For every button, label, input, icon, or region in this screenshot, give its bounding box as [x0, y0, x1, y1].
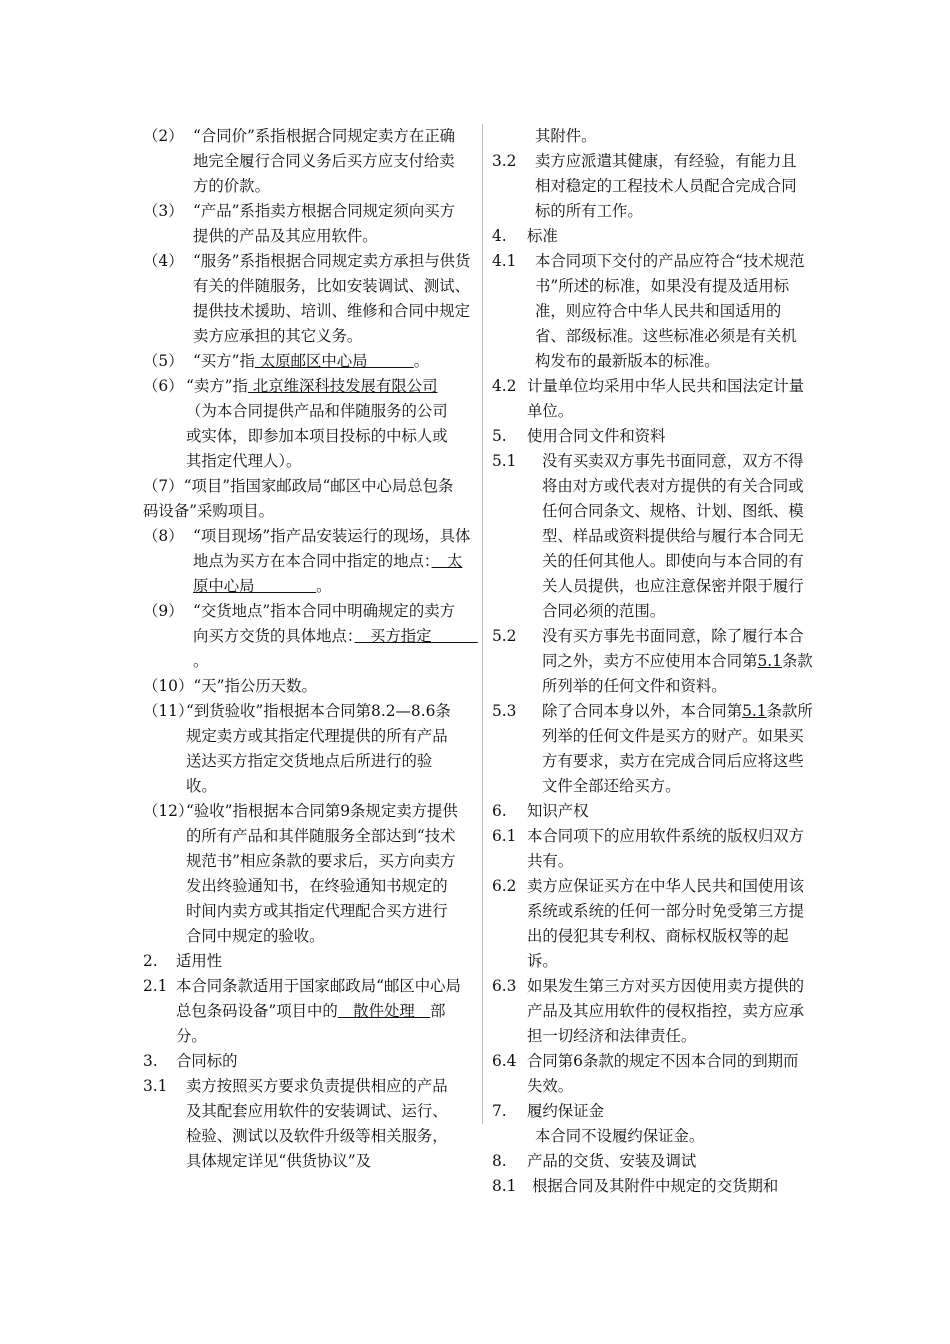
item-text: “项目现场”指产品安装运行的现场，具体地点为买方在本合同中指定的地点：	[193, 527, 471, 570]
left-column	[143, 124, 478, 1174]
clause-number: 5.1	[492, 452, 517, 470]
clause-number: 8.1	[492, 1177, 517, 1195]
definition-8	[143, 524, 473, 599]
section-title: 标准	[527, 227, 558, 245]
clause-number: 3.1	[143, 1077, 168, 1095]
clause-reference: 5.1	[742, 702, 767, 720]
section-6-heading	[492, 799, 817, 824]
clause-8-1	[492, 1174, 817, 1199]
clause-4-2	[492, 374, 817, 424]
item-number: （6）	[143, 377, 184, 395]
section-title: 使用合同文件和资料	[527, 427, 666, 445]
item-number: （11）	[143, 702, 194, 720]
clause-text-end: 条款所列举的任何文件和资料。	[542, 652, 813, 695]
item-text: “卖方”指	[186, 377, 248, 395]
clause-text: 卖方按照买方要求负责提供相应的产品及其配套应用软件的安装调试、运行、检验、测试以及软件升级等相关服务，具体规定详见“供货协议”及	[186, 1077, 448, 1170]
item-text: “服务”系指根据合同规定卖方承担与供货有关的伴随服务，比如安装调试、测试、提供技术援助、培训、维修和合同中规定卖方应承担的其它义务。	[193, 252, 471, 345]
clause-text: 没有买方事先书面同意，除了履行本合同之外，卖方不应使用本合同第	[542, 627, 804, 670]
definition-11	[143, 699, 473, 799]
clause-number: 6.3	[492, 977, 517, 995]
clause-text: 计量单位均采用中华人民共和国法定计量单位。	[527, 377, 805, 420]
clause-reference: 5.1	[757, 652, 782, 670]
clause-7-body	[492, 1124, 817, 1149]
section-title: 知识产权	[527, 802, 589, 820]
clause-4-1	[492, 249, 817, 374]
clause-number: 3.2	[492, 152, 517, 170]
item-text-end: （为本合同提供产品和伴随服务的公司或实体，即参加本项目投标的中标人或其指定代理人）。	[186, 402, 448, 470]
clause-text: 本合同条款适用于国家邮政局“邮区中心局总包条码设备”项目中的	[176, 977, 461, 1020]
definition-9	[143, 599, 478, 674]
definition-3	[143, 199, 473, 249]
definition-7	[143, 474, 473, 524]
section-number: 5.	[492, 427, 507, 445]
site-fill: 太原中心局	[193, 552, 463, 595]
clause-text: 本合同不设履约保证金。	[535, 1127, 705, 1145]
clause-number: 2.1	[143, 977, 168, 995]
item-text-end: 。	[316, 577, 332, 595]
clause-text: 根据合同及其附件中规定的交货期和	[532, 1177, 779, 1195]
item-number: （5）	[143, 352, 184, 370]
item-number: （9）	[143, 602, 184, 620]
clause-text: 本合同项下的应用软件系统的版权归双方共有。	[527, 827, 805, 870]
item-text-end: 。	[193, 652, 209, 670]
clause-number: 5.3	[492, 702, 517, 720]
clause-text: 合同第6条款的规定不因本合同的到期而失效。	[527, 1052, 799, 1095]
section-number: 2.	[143, 952, 158, 970]
delivery-place-fill: 买方指定	[354, 627, 478, 645]
column-divider	[482, 124, 483, 1124]
clause-text: 本合同项下交付的产品应符合“技术规范书”所述的标准，如果没有提及适用标准，则应符合中华人民共和国适用的省、部级标准。这些标准必须是有关机构发布的最新版本的标准。	[535, 252, 805, 370]
item-number: （10）	[143, 677, 194, 695]
clause-text: 除了合同本身以外，本合同第	[542, 702, 743, 720]
clause-5-3	[492, 699, 817, 799]
section-title: 履约保证金	[527, 1102, 604, 1120]
continuation-line	[492, 124, 817, 149]
item-number: （3）	[143, 202, 184, 220]
item-number: （8）	[143, 527, 184, 545]
seller-name-fill: 北京维深科技发展有限公司	[247, 377, 438, 395]
definition-6	[143, 374, 473, 474]
item-number: （4）	[143, 252, 184, 270]
item-text: “产品”系指卖方根据合同规定须向买方提供的产品及其应用软件。	[193, 202, 455, 245]
clause-3-1	[143, 1074, 473, 1174]
clause-6-4	[492, 1049, 817, 1099]
clause-6-3	[492, 974, 817, 1049]
section-4-heading	[492, 224, 817, 249]
section-7-heading	[492, 1099, 817, 1124]
item-number: （7）	[143, 477, 184, 495]
buyer-name-fill: 太原邮区中心局	[254, 352, 414, 370]
item-text: “合同价”系指根据合同规定卖方在正确地完全履行合同义务后买方应支付给卖方的价款。	[193, 127, 455, 195]
section-title: 产品的交货、安装及调试	[527, 1152, 697, 1170]
section-number: 4.	[492, 227, 507, 245]
clause-text-end: 部分。	[176, 1002, 446, 1045]
clause-number: 4.1	[492, 252, 517, 270]
clause-text-end: 条款所列举的任何文件是买方的财产。如果买方有要求，卖方在完成合同后应将这些文件全部还给买方。	[542, 702, 813, 795]
clause-number: 5.2	[492, 627, 517, 645]
clause-5-1	[492, 449, 817, 624]
definition-5	[143, 349, 473, 374]
item-text: “到货验收”指根据本合同第8.2—8.6条规定卖方或其指定代理提供的所有产品送达买方指定交货地点后所进行的验收。	[186, 702, 451, 795]
scope-fill: 散件处理	[337, 1002, 431, 1020]
definition-12	[143, 799, 473, 949]
item-text: “天”指公历天数。	[193, 677, 317, 695]
clause-text: 卖方应保证买方在中华人民共和国使用该系统或系统的任何一部分时免受第三方提出的侵犯其专利权、商标权版权等的起诉。	[527, 877, 805, 970]
clause-5-2	[492, 624, 817, 699]
clause-number: 4.2	[492, 377, 517, 395]
clause-6-2	[492, 874, 817, 974]
item-text-end: 。	[413, 352, 430, 370]
item-text: “验收”指根据本合同第9条规定卖方提供的所有产品和其伴随服务全部达到“技术规范书”相应条款的要求后，买方向卖方发出终验通知书，在终验通知书规定的时间内卖方或其指定代理配合买方进行合同中规定的验收。	[186, 802, 458, 945]
section-2-heading	[143, 949, 473, 974]
clause-number: 6.2	[492, 877, 517, 895]
clause-2-1	[143, 974, 473, 1049]
clause-text: 没有买卖双方事先书面同意，双方不得将由对方或代表对方提供的有关合同或任何合同条文、规格、计划、图纸、模型、样品或资料提供给与履行本合同无关的任何其他人。即使向与本合同的有关人员提供，也应注意保密并限于履行合同必须的范围。	[542, 452, 804, 620]
clause-text: 如果发生第三方对买方因使用卖方提供的产品及其应用软件的侵权指控，卖方应承担一切经济和法律责任。	[527, 977, 805, 1045]
section-number: 8.	[492, 1152, 507, 1170]
clause-text: 卖方应派遣其健康，有经验，有能力且相对稳定的工程技术人员配合完成合同标的所有工作。	[535, 152, 797, 220]
definition-4	[143, 249, 473, 349]
item-text: “项目”指国家邮政局“邮区中心局总包条码设备”采购项目。	[143, 477, 454, 520]
definition-2	[143, 124, 473, 199]
item-text: “买方”指	[193, 352, 255, 370]
clause-number: 6.1	[492, 827, 517, 845]
item-number: （12）	[143, 802, 194, 820]
clause-6-1	[492, 824, 817, 874]
clause-text: 其附件。	[535, 127, 597, 145]
section-title: 适用性	[176, 952, 223, 970]
clause-3-2	[492, 149, 817, 224]
section-number: 7.	[492, 1102, 507, 1120]
section-title: 合同标的	[176, 1052, 238, 1070]
section-8-heading	[492, 1149, 817, 1174]
section-number: 6.	[492, 802, 507, 820]
section-3-heading	[143, 1049, 473, 1074]
right-column	[492, 124, 817, 1199]
section-number: 3.	[143, 1052, 158, 1070]
section-5-heading	[492, 424, 817, 449]
clause-number: 6.4	[492, 1052, 517, 1070]
definition-10	[143, 674, 473, 699]
item-number: （2）	[143, 127, 184, 145]
item-text: “交货地点”指本合同中明确规定的卖方向买方交货的具体地点：	[193, 602, 455, 645]
